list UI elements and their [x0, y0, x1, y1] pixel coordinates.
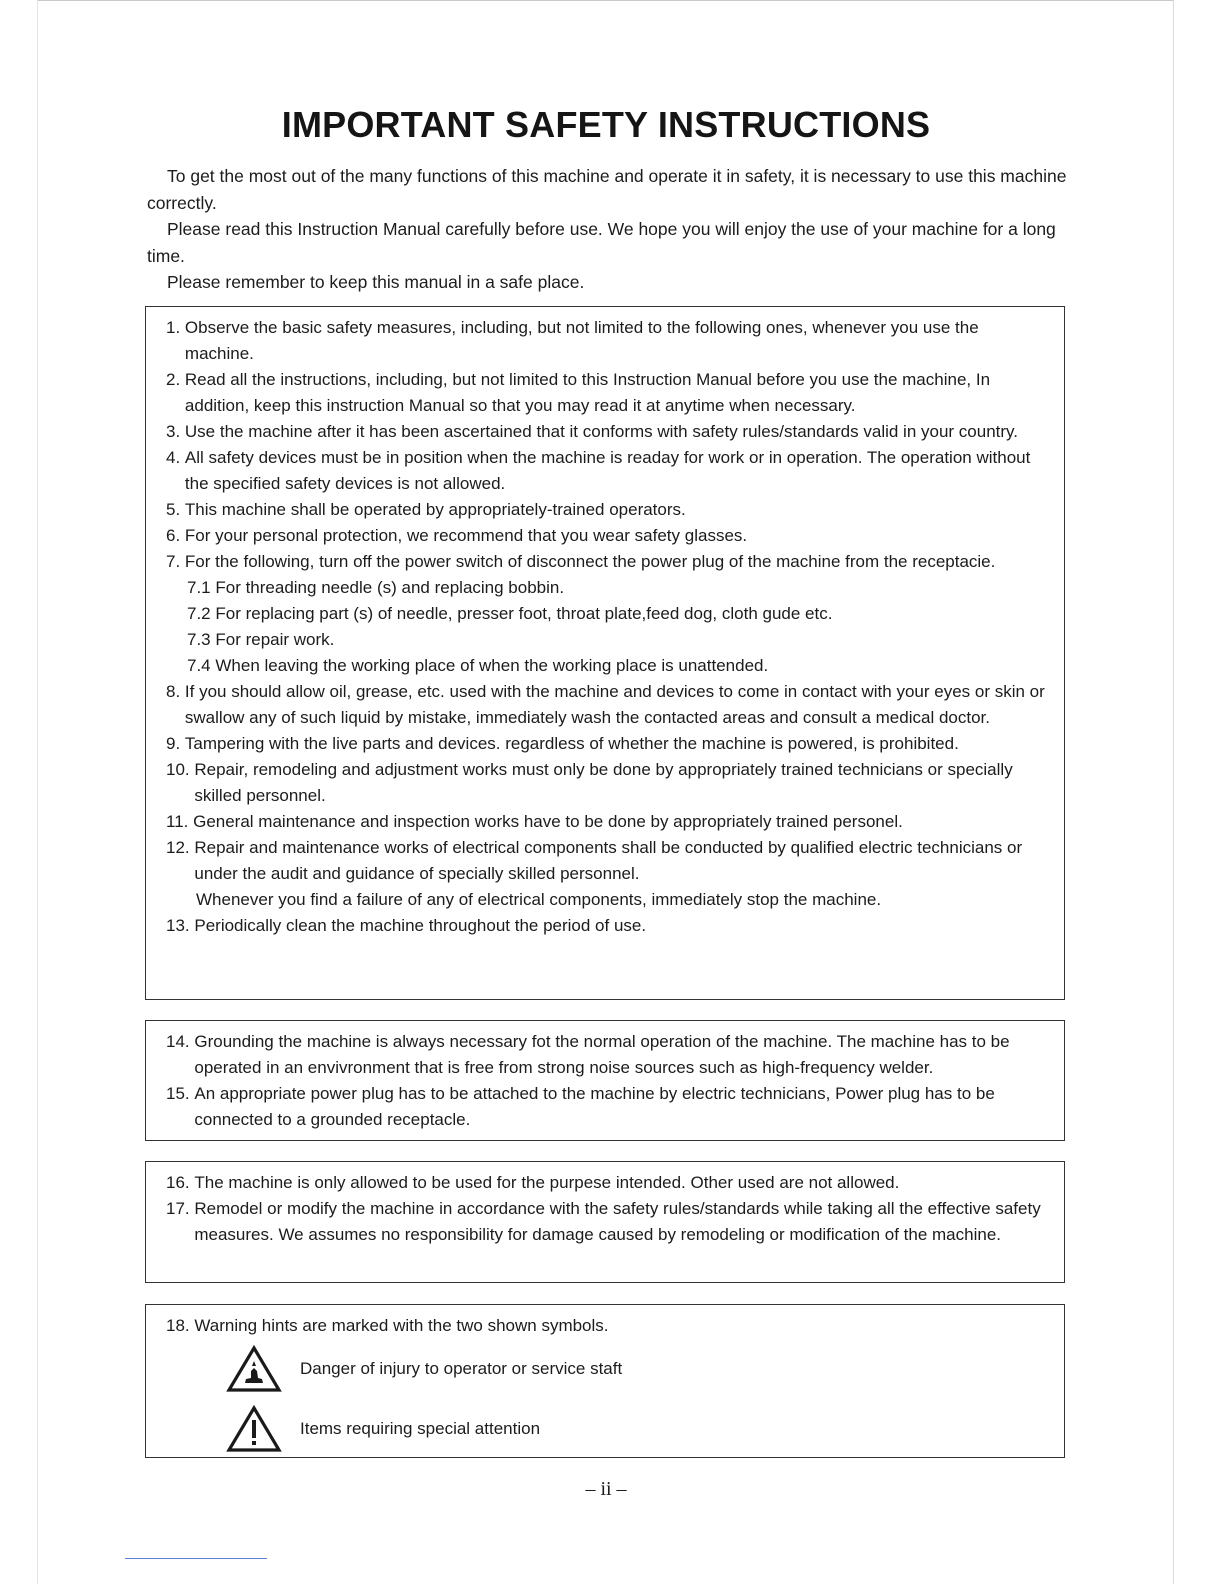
intro-paragraph: Please remember to keep this manual in a safe place. [167, 272, 585, 292]
attention-symbol-row [226, 1405, 1048, 1453]
danger-label: Danger of injury to operator or service staft [300, 1359, 623, 1378]
list-subitem: 7.3 For repair work. [187, 630, 335, 649]
page-title: IMPORTANT SAFETY INSTRUCTIONS [281, 104, 931, 145]
list-item: 8. If you should allow oil, grease, etc. used with the machine and devices to come in contact with your eyes or skin or swallow any of such liquid by mistake, immediately wash the contacted areas and consult a medical doctor. [166, 682, 1045, 727]
list-subitem: 7.4 When leaving the working place of when the working place is unattended. [187, 656, 769, 675]
list-item: 7. For the following, turn off the power switch of disconnect the power plug of the machine from the receptacie. [166, 552, 996, 571]
intro-paragraph: To get the most out of the many functions of this machine and operate it in safety, it is necessary to use this machine correctly. [147, 166, 1067, 213]
list-item: 2. Read all the instructions, including, but not limited to this Instruction Manual before you use the machine, In addition, keep this instruction Manual so that you may read it at anytime when necessary. [166, 370, 991, 415]
safety-box-general [145, 306, 1065, 1000]
page-left-edge [37, 0, 38, 1584]
footnote-separator [125, 1558, 267, 1559]
hand-hazard-triangle-icon [226, 1345, 282, 1393]
intro-text [147, 163, 1087, 296]
list-item: 1. Observe the basic safety measures, including, but not limited to the following ones, whenever you use the machine. [166, 318, 979, 363]
list-item: 18. Warning hints are marked with the two shown symbols. [166, 1316, 609, 1335]
exclamation-triangle-icon [226, 1405, 282, 1453]
list-item: 14. Grounding the machine is always necessary fot the normal operation of the machine. The machine has to be operated in an envivronment that is free from strong noise sources such as high-frequency welder. [166, 1032, 1010, 1077]
list-item: 4. All safety devices must be in position when the machine is readay for work or in operation. The operation without the specified safety devices is not allowed. [166, 448, 1031, 493]
list-item: 5. This machine shall be operated by appropriately-trained operators. [166, 500, 686, 519]
intro-paragraph: Please read this Instruction Manual carefully before use. We hope you will enjoy the use of your machine for a long time. [147, 219, 1056, 266]
list-item: 11. General maintenance and inspection works have to be done by appropriately trained personel. [166, 812, 903, 831]
page-number: – ii – [585, 1478, 627, 1500]
list-subitem: 7.1 For threading needle (s) and replacing bobbin. [187, 578, 565, 597]
safety-box-usage [145, 1161, 1065, 1283]
list-item: 16. The machine is only allowed to be used for the purpese intended. Other used are not allowed. [166, 1173, 900, 1192]
attention-label: Items requiring special attention [300, 1419, 541, 1438]
list-item: 13. Periodically clean the machine throughout the period of use. [166, 916, 647, 935]
list-item: 12. Repair and maintenance works of electrical components shall be conducted by qualified electric technicians or under the audit and guidance of specially skilled personnel. [166, 838, 1023, 883]
list-item-continuation: Whenever you find a failure of any of electrical components, immediately stop the machine. [196, 890, 882, 909]
danger-symbol-row [226, 1345, 1048, 1393]
list-item: 15. An appropriate power plug has to be attached to the machine by electric technicians, Power plug has to be connected to a grounded receptacle. [166, 1084, 995, 1129]
page-right-edge [1173, 0, 1174, 1584]
list-item: 3. Use the machine after it has been ascertained that it conforms with safety rules/standards valid in your country. [166, 422, 1019, 441]
list-item: 9. Tampering with the live parts and devices. regardless of whether the machine is powered, is prohibited. [166, 734, 959, 753]
list-item: 10. Repair, remodeling and adjustment works must only be done by appropriately trained technicians or specially skilled personnel. [166, 760, 1013, 805]
list-item: 6. For your personal protection, we recommend that you wear safety glasses. [166, 526, 748, 545]
safety-box-symbols [145, 1304, 1065, 1458]
list-item: 17. Remodel or modify the machine in accordance with the safety rules/standards while taking all the effective safety measures. We assumes no responsibility for damage caused by remodeling or modification of the machine. [166, 1199, 1041, 1244]
list-subitem: 7.2 For replacing part (s) of needle, presser foot, throat plate,feed dog, cloth gude etc. [187, 604, 833, 623]
page-top-edge [37, 0, 1174, 1]
safety-box-electrical [145, 1020, 1065, 1141]
